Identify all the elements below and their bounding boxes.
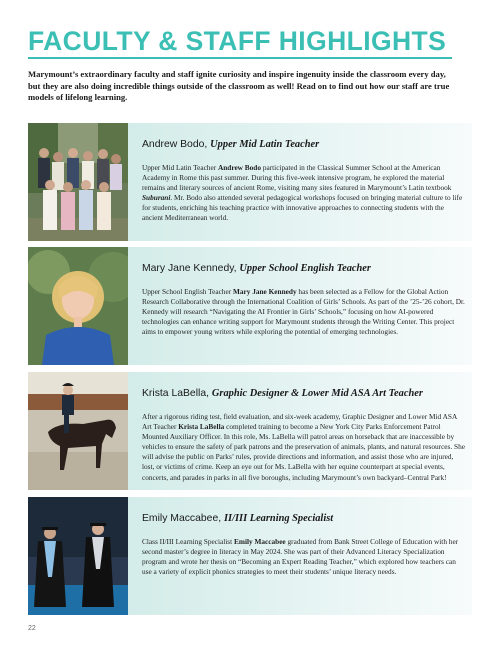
highlight-card-bodo	[28, 123, 472, 241]
page-title: FACULTY & STAFF HIGHLIGHTS	[28, 26, 447, 56]
person-role: II/III Learning Specialist	[224, 513, 334, 524]
highlight-card-maccabee	[28, 497, 472, 615]
highlight-heading	[142, 263, 472, 274]
highlight-text-panel	[128, 372, 472, 490]
highlight-card-labella	[28, 372, 472, 490]
highlight-card-kennedy	[28, 247, 472, 365]
photo-graduation	[28, 497, 128, 615]
person-name: Andrew Bodo,	[142, 139, 208, 150]
person-name: Krista LaBella,	[142, 388, 209, 399]
highlight-heading	[142, 139, 472, 150]
person-name: Mary Jane Kennedy,	[142, 263, 237, 274]
highlight-text-panel	[128, 497, 472, 615]
intro-paragraph: Marymount’s extraordinary faculty and staff ignite curiosity and inspire ingenuity inside the classroom every day, but they are also doing incredible things outside of the classroom as well! Read on to find out how our staff are true models of lifelong learning.	[28, 69, 450, 103]
highlight-body: Upper School English Teacher Mary Jane Kennedy has been selected as a Fellow for the Global Action Research Collaborative through the International Coalition of Girls’ Schools. As part of the ’25-’26 cohort, Dr. Kennedy will research “Navigating the AI Frontier in Girls’ Schools,” focusing on how AI-powered technologies can enhance writing support for Marymount students through the Writing Center. This project aims to empower young writers while exploring the potential of emerging technologies.	[142, 287, 465, 337]
person-role: Upper School English Teacher	[239, 263, 371, 274]
highlight-heading	[142, 513, 472, 524]
highlight-body: Upper Mid Latin Teacher Andrew Bodo participated in the Classical Summer School at the American Academy in Rome this past summer. During this five-week intensive program, he explored the material remains and literary sources of ancient Rome, visiting many sites featured in Marymount’s Latin textbook Suburani. Mr. Bodo also attended several pedagogical workshops focused on bringing material culture to life for students, enriching his teaching practice with innovative approaches to connecting students with the ancient Mediterranean world.	[142, 163, 463, 223]
highlight-text-panel	[128, 123, 472, 241]
highlight-text-panel	[128, 247, 472, 365]
page-number: 22	[28, 625, 36, 632]
photo-group-rome	[28, 123, 128, 241]
person-role: Upper Mid Latin Teacher	[210, 139, 320, 150]
highlight-body: After a rigorous riding test, field evaluation, and six-week academy, Graphic Designer and Lower Mid ASA Art Teacher Krista LaBella completed training to become a New York City Parks Enforcement Patrol Mounted Auxiliary Officer. In this role, Ms. LaBella will patrol areas on horseback that are inaccessible by vehicles to ensure the safety of park patrons and the preservation of animals, plants, and natural resources. She will advise the public on Parks’ rules, provide directions and information, and assist those who are injured, lost, or victims of crime. Keep an eye out for Ms. LaBella with her equine counterpart at special events, concerts, and parades in parks in all five boroughs, including Marymount’s own backyard–Central Park!	[142, 412, 465, 482]
person-name: Emily Maccabee,	[142, 513, 222, 524]
photo-portrait-kennedy	[28, 247, 128, 365]
highlight-body: Class II/III Learning Specialist Emily Maccabee graduated from Bank Street College of Education with her second master’s degree in literacy in May 2024. She was part of their Advanced Literacy Specialization program and wrote her thesis on “Becoming an Expert Reading Teacher,” which explored how teachers can use a variety of explicit phonics strategies to meet their students’ unique literacy needs.	[142, 537, 459, 577]
highlight-heading	[142, 388, 472, 399]
photo-horse-rider	[28, 372, 128, 490]
person-role: Graphic Designer & Lower Mid ASA Art Teacher	[211, 388, 423, 399]
title-underline	[28, 57, 452, 59]
